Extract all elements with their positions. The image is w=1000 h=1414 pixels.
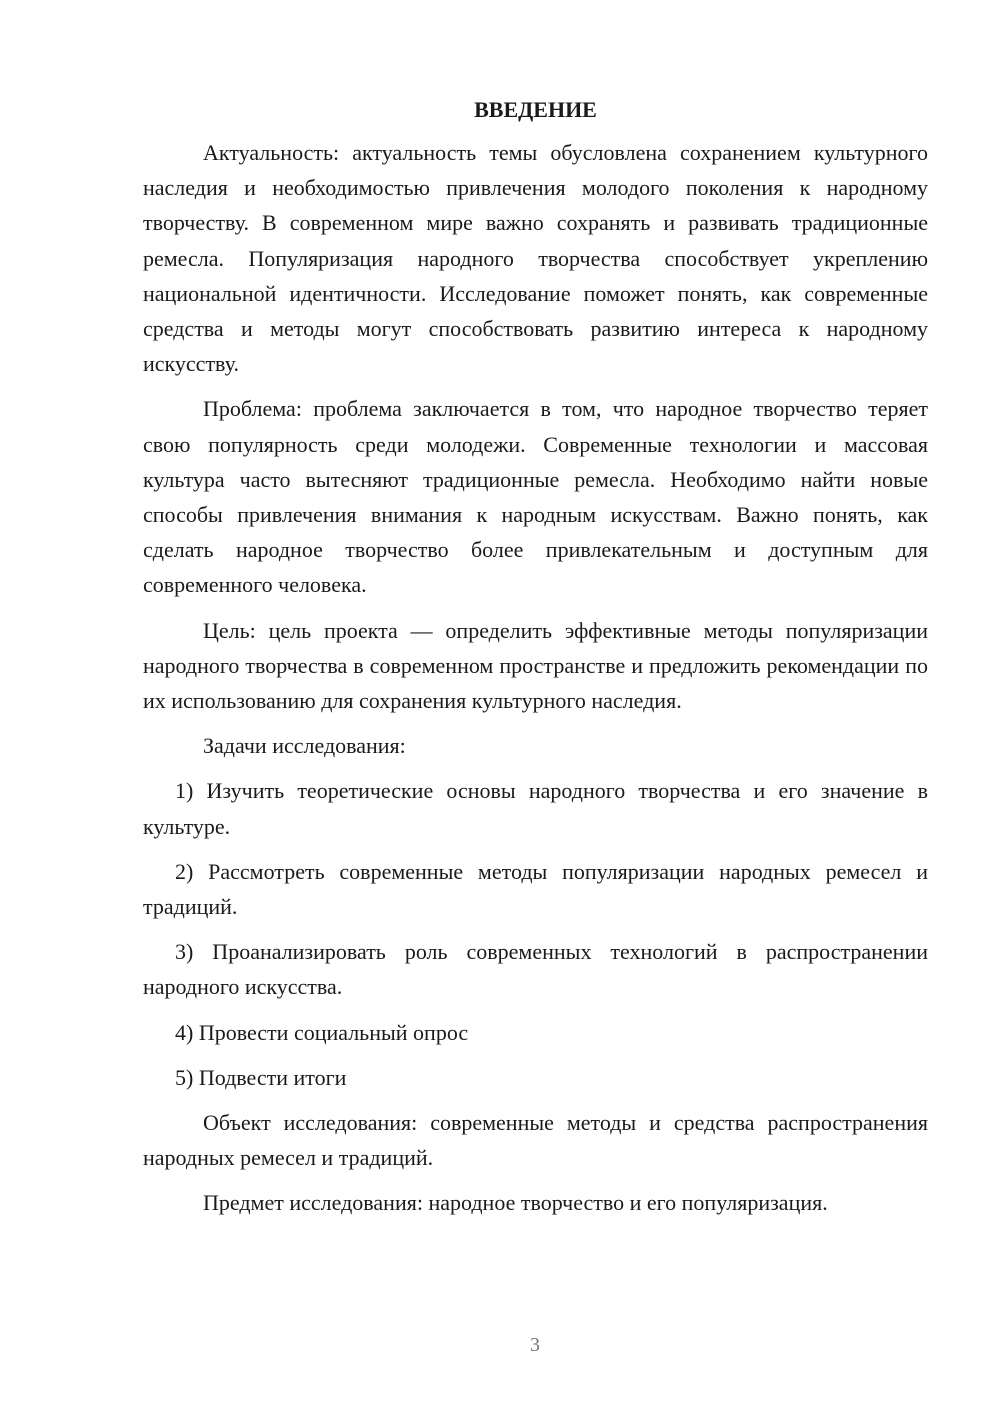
task-item-1: 1) Изучить теоретические основы народного творчества и его значение в культуре. <box>143 778 928 839</box>
problem-paragraph: Проблема: проблема заключается в том, что народное творчество теряет свою популярность среди молодежи. Современные технологии и массовая культура часто вытесняют традиционные ремесла. Необходимо найти новые способы привлечения внимания к народным искусствам. Важно понять, как сделать народное творчество более привлекательным и доступным для современного человека. <box>143 396 928 598</box>
tasks-heading: Задачи исследования: <box>203 733 406 759</box>
task-item-2: 2) Рассмотреть современные методы популяризации народных ремесел и традиций. <box>143 858 928 920</box>
task-item-5: 5) Подвести итоги <box>175 1064 347 1090</box>
goal-paragraph: Цель: цель проекта — определить эффективные методы популяризации народного творчества в современном пространстве и предложить рекомендации по их использованию для сохранения культурного наследия. <box>143 617 928 714</box>
subject-paragraph: Предмет исследования: народное творчество и его популяризация. <box>203 1190 828 1216</box>
task-item-4: 4) Провести социальный опрос <box>175 1019 469 1045</box>
page-number: 3 <box>530 1334 540 1356</box>
document-page <box>143 92 928 1231</box>
section-title: ВВЕДЕНИЕ <box>474 97 597 122</box>
object-paragraph: Объект исследования: современные методы и средства распространения народных ремесел и традиций. <box>143 1110 928 1171</box>
task-item-3: 3) Проанализировать роль современных технологий в распространении народного искусства. <box>143 939 928 1000</box>
relevance-paragraph: Актуальность: актуальность темы обусловлена сохранением культурного наследия и необходимостью привлечения молодого поколения к народному творчеству. В современном мире важно сохранять и развивать традиционные ремесла. Популяризация народного творчества способствует укреплению национальной идентичности. Исследование поможет понять, как современные средства и методы могут способствовать развитию интереса к народному искусству. <box>143 140 928 377</box>
